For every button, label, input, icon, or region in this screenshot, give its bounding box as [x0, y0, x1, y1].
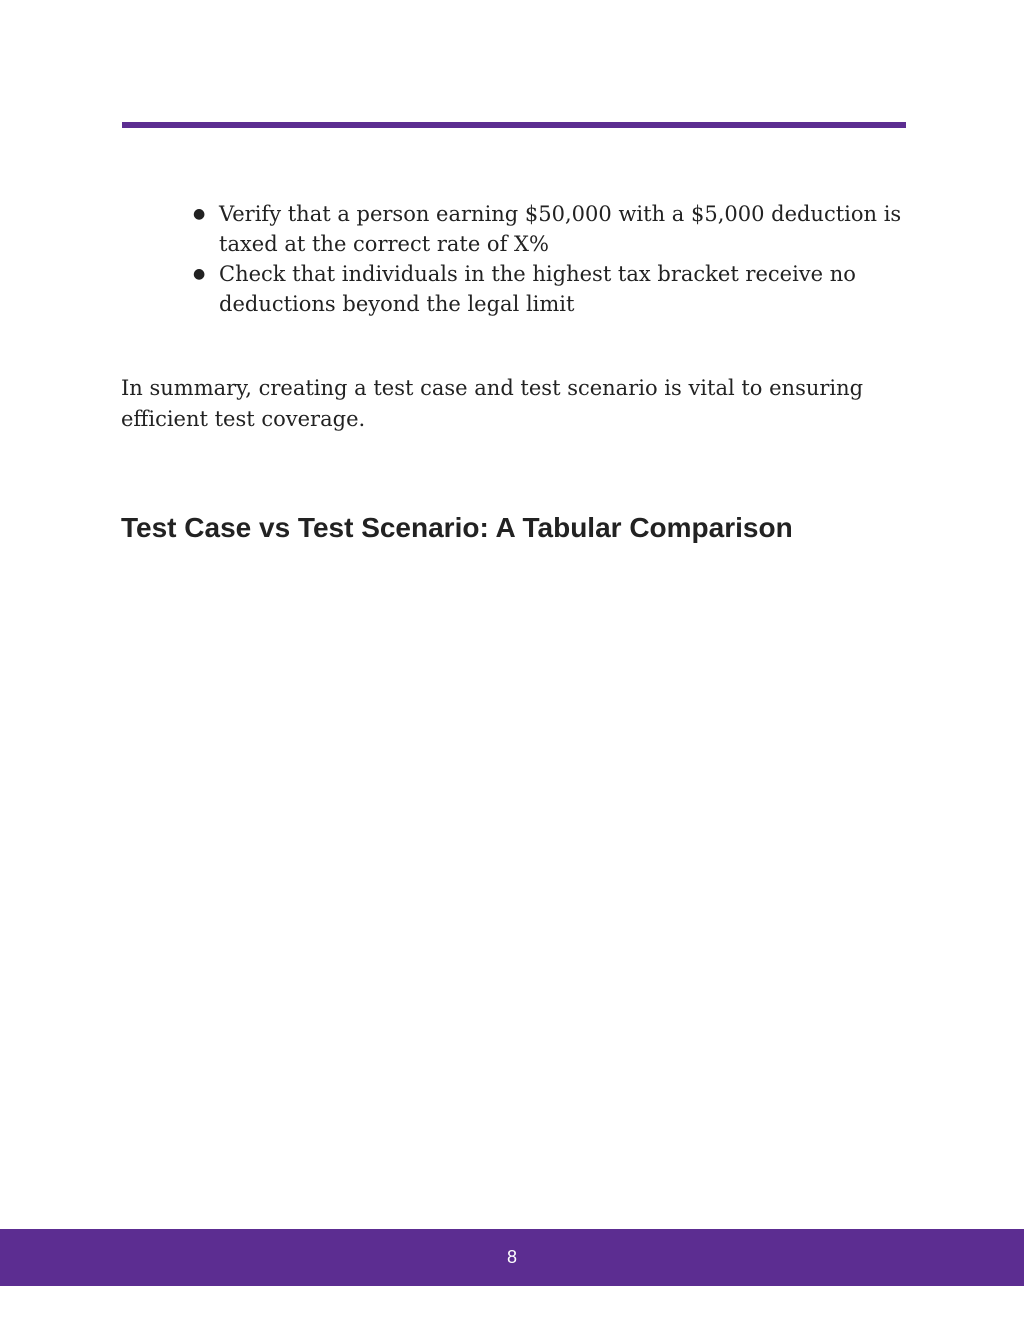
summary-paragraph: In summary, creating a test case and test scenario is vital to ensuring efficient test coverage.	[121, 376, 864, 431]
list-item-text: Check that individuals in the highest tax bracket receive no deductions beyond the legal limit	[219, 262, 856, 316]
list-item	[190, 259, 910, 319]
page-number: 8	[506, 1247, 517, 1267]
section-heading: Test Case vs Test Scenario: A Tabular Comparison	[121, 512, 793, 543]
list-item	[190, 199, 910, 259]
list-item-text: Verify that a person earning $50,000 with a $5,000 deduction is taxed at the correct rate of X%	[219, 202, 902, 256]
bullet-list	[190, 199, 910, 319]
bullet-icon: ●	[193, 266, 206, 282]
footer-bar	[0, 1229, 1024, 1286]
bullet-icon: ●	[193, 206, 206, 222]
header-divider	[122, 122, 906, 128]
